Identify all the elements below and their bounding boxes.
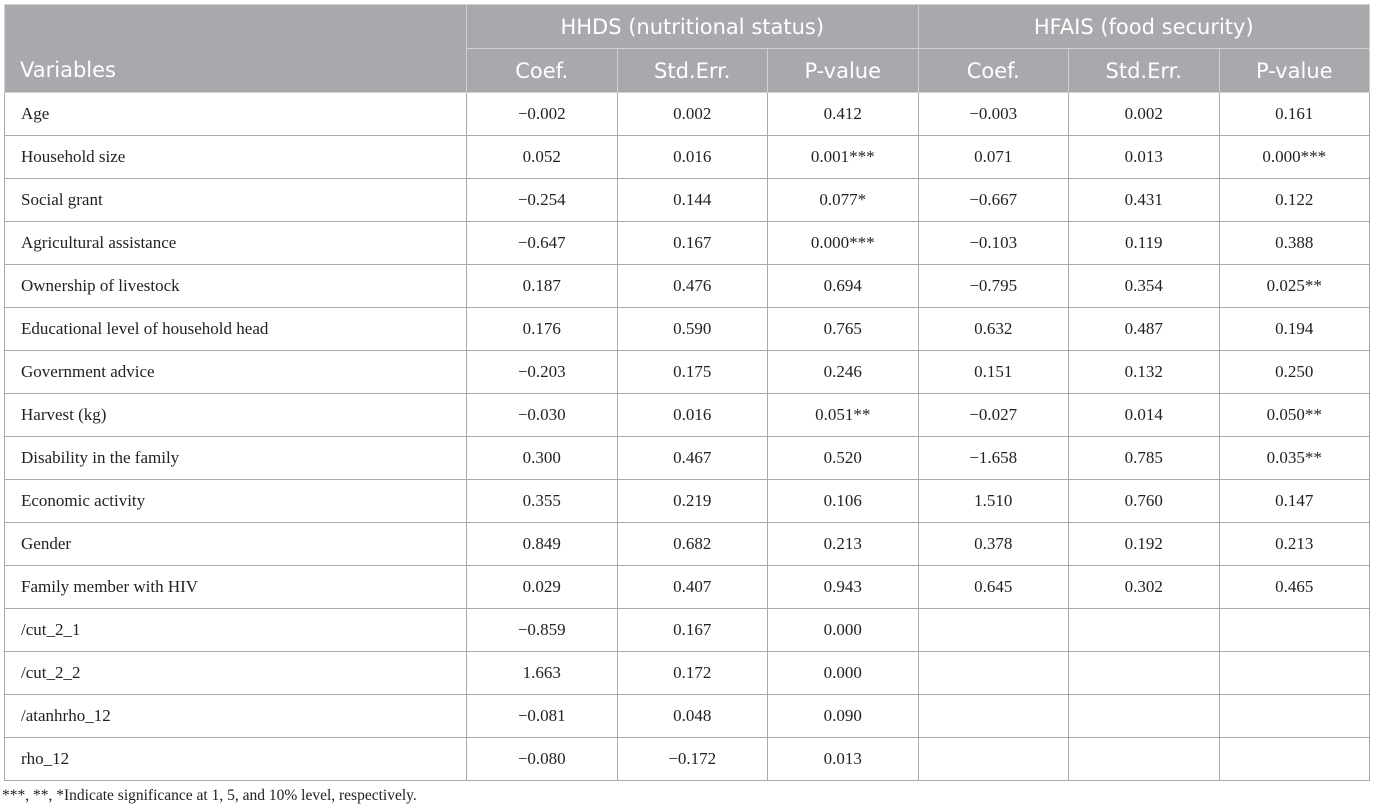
cell-variable: Agricultural assistance bbox=[5, 222, 467, 265]
cell-hfais-stderr bbox=[1069, 609, 1220, 652]
column-header-hhds-pvalue: P-value bbox=[768, 49, 919, 93]
results-table-container bbox=[4, 4, 1369, 781]
cell-hfais-coef bbox=[918, 652, 1069, 695]
cell-hfais-pvalue: 0.000*** bbox=[1219, 136, 1370, 179]
cell-hhds-stderr: 0.016 bbox=[617, 394, 768, 437]
cell-variable: /cut_2_1 bbox=[5, 609, 467, 652]
table-row bbox=[5, 394, 1370, 437]
cell-hhds-pvalue: 0.051** bbox=[768, 394, 919, 437]
table-row bbox=[5, 480, 1370, 523]
table-row bbox=[5, 93, 1370, 136]
cell-hfais-stderr: 0.431 bbox=[1069, 179, 1220, 222]
cell-hhds-stderr: 0.172 bbox=[617, 652, 768, 695]
cell-hhds-stderr: 0.219 bbox=[617, 480, 768, 523]
column-header-hhds-stderr: Std.Err. bbox=[617, 49, 768, 93]
cell-hhds-pvalue: 0.077* bbox=[768, 179, 919, 222]
cell-variable: Gender bbox=[5, 523, 467, 566]
cell-variable: rho_12 bbox=[5, 738, 467, 781]
cell-hfais-stderr: 0.354 bbox=[1069, 265, 1220, 308]
cell-hhds-pvalue: 0.765 bbox=[768, 308, 919, 351]
cell-hhds-stderr: 0.144 bbox=[617, 179, 768, 222]
cell-variable: Age bbox=[5, 93, 467, 136]
regression-results-table bbox=[4, 4, 1370, 781]
cell-variable: /atanhrho_12 bbox=[5, 695, 467, 738]
cell-variable: Educational level of household head bbox=[5, 308, 467, 351]
cell-hfais-coef: 0.071 bbox=[918, 136, 1069, 179]
cell-hfais-coef: −0.103 bbox=[918, 222, 1069, 265]
significance-footnote: ***, **, *Indicate significance at 1, 5, and 10% level, respectively. bbox=[2, 787, 417, 804]
cell-hfais-coef: 1.510 bbox=[918, 480, 1069, 523]
cell-hfais-stderr: 0.487 bbox=[1069, 308, 1220, 351]
cell-hhds-coef: −0.080 bbox=[467, 738, 618, 781]
cell-hfais-coef: 0.632 bbox=[918, 308, 1069, 351]
cell-hhds-stderr: 0.476 bbox=[617, 265, 768, 308]
cell-hfais-pvalue bbox=[1219, 738, 1370, 781]
table-row bbox=[5, 265, 1370, 308]
table-row bbox=[5, 308, 1370, 351]
cell-hhds-coef: 1.663 bbox=[467, 652, 618, 695]
cell-hhds-stderr: 0.590 bbox=[617, 308, 768, 351]
cell-hhds-pvalue: 0.412 bbox=[768, 93, 919, 136]
cell-hfais-pvalue: 0.194 bbox=[1219, 308, 1370, 351]
cell-hfais-stderr: 0.013 bbox=[1069, 136, 1220, 179]
table-row bbox=[5, 566, 1370, 609]
column-header-hfais-stderr: Std.Err. bbox=[1069, 49, 1220, 93]
cell-hhds-pvalue: 0.246 bbox=[768, 351, 919, 394]
cell-hfais-pvalue: 0.388 bbox=[1219, 222, 1370, 265]
cell-hfais-coef: −0.795 bbox=[918, 265, 1069, 308]
table-row bbox=[5, 695, 1370, 738]
cell-hfais-stderr: 0.014 bbox=[1069, 394, 1220, 437]
cell-hhds-coef: −0.647 bbox=[467, 222, 618, 265]
cell-hfais-pvalue: 0.147 bbox=[1219, 480, 1370, 523]
cell-hhds-stderr: 0.016 bbox=[617, 136, 768, 179]
cell-hhds-coef: 0.029 bbox=[467, 566, 618, 609]
table-row bbox=[5, 222, 1370, 265]
cell-variable: Ownership of livestock bbox=[5, 265, 467, 308]
cell-hfais-stderr: 0.192 bbox=[1069, 523, 1220, 566]
cell-hhds-coef: −0.203 bbox=[467, 351, 618, 394]
cell-hfais-pvalue: 0.465 bbox=[1219, 566, 1370, 609]
cell-hhds-stderr: 0.167 bbox=[617, 609, 768, 652]
cell-variable: Family member with HIV bbox=[5, 566, 467, 609]
column-header-hfais-pvalue: P-value bbox=[1219, 49, 1370, 93]
table-row bbox=[5, 523, 1370, 566]
cell-hhds-coef: −0.081 bbox=[467, 695, 618, 738]
cell-hhds-pvalue: 0.000*** bbox=[768, 222, 919, 265]
cell-variable: /cut_2_2 bbox=[5, 652, 467, 695]
cell-hhds-stderr: 0.467 bbox=[617, 437, 768, 480]
cell-hhds-stderr: 0.048 bbox=[617, 695, 768, 738]
cell-hhds-pvalue: 0.090 bbox=[768, 695, 919, 738]
cell-hfais-stderr: 0.785 bbox=[1069, 437, 1220, 480]
table-row bbox=[5, 609, 1370, 652]
cell-hhds-pvalue: 0.106 bbox=[768, 480, 919, 523]
cell-hhds-pvalue: 0.000 bbox=[768, 652, 919, 695]
cell-hfais-pvalue: 0.050** bbox=[1219, 394, 1370, 437]
cell-hfais-coef: 0.151 bbox=[918, 351, 1069, 394]
cell-hfais-pvalue: 0.250 bbox=[1219, 351, 1370, 394]
cell-hhds-pvalue: 0.001*** bbox=[768, 136, 919, 179]
cell-hfais-stderr: 0.760 bbox=[1069, 480, 1220, 523]
cell-hfais-pvalue: 0.035** bbox=[1219, 437, 1370, 480]
cell-hfais-coef bbox=[918, 609, 1069, 652]
cell-hhds-stderr: −0.172 bbox=[617, 738, 768, 781]
cell-hfais-coef: −0.027 bbox=[918, 394, 1069, 437]
table-row bbox=[5, 652, 1370, 695]
cell-hhds-stderr: 0.407 bbox=[617, 566, 768, 609]
cell-hfais-pvalue: 0.122 bbox=[1219, 179, 1370, 222]
table-body bbox=[5, 93, 1370, 781]
cell-hfais-stderr: 0.002 bbox=[1069, 93, 1220, 136]
column-header-hhds-coef: Coef. bbox=[467, 49, 618, 93]
cell-hfais-coef: −0.667 bbox=[918, 179, 1069, 222]
group-header-blank bbox=[5, 5, 467, 49]
cell-hfais-stderr bbox=[1069, 695, 1220, 738]
cell-variable: Disability in the family bbox=[5, 437, 467, 480]
cell-hhds-coef: 0.187 bbox=[467, 265, 618, 308]
table-header bbox=[5, 5, 1370, 93]
cell-hhds-coef: −0.030 bbox=[467, 394, 618, 437]
cell-hfais-pvalue bbox=[1219, 652, 1370, 695]
column-header-row bbox=[5, 49, 1370, 93]
cell-hhds-pvalue: 0.694 bbox=[768, 265, 919, 308]
cell-hfais-coef: 0.645 bbox=[918, 566, 1069, 609]
group-header-row bbox=[5, 5, 1370, 49]
cell-hhds-coef: −0.254 bbox=[467, 179, 618, 222]
cell-hhds-coef: 0.052 bbox=[467, 136, 618, 179]
cell-hfais-pvalue: 0.161 bbox=[1219, 93, 1370, 136]
table-row bbox=[5, 437, 1370, 480]
group-header-hhds: HHDS (nutritional status) bbox=[467, 5, 919, 49]
cell-hhds-coef: 0.849 bbox=[467, 523, 618, 566]
cell-variable: Harvest (kg) bbox=[5, 394, 467, 437]
group-header-hfais: HFAIS (food security) bbox=[918, 5, 1370, 49]
table-row bbox=[5, 136, 1370, 179]
cell-hfais-pvalue: 0.213 bbox=[1219, 523, 1370, 566]
cell-hhds-pvalue: 0.943 bbox=[768, 566, 919, 609]
cell-hfais-coef: 0.378 bbox=[918, 523, 1069, 566]
cell-hfais-stderr: 0.132 bbox=[1069, 351, 1220, 394]
cell-hfais-coef: −0.003 bbox=[918, 93, 1069, 136]
cell-hfais-stderr: 0.119 bbox=[1069, 222, 1220, 265]
cell-hhds-pvalue: 0.000 bbox=[768, 609, 919, 652]
cell-hhds-coef: −0.002 bbox=[467, 93, 618, 136]
cell-hhds-stderr: 0.002 bbox=[617, 93, 768, 136]
cell-hfais-coef bbox=[918, 695, 1069, 738]
cell-hhds-coef: −0.859 bbox=[467, 609, 618, 652]
cell-hhds-coef: 0.355 bbox=[467, 480, 618, 523]
cell-hfais-pvalue: 0.025** bbox=[1219, 265, 1370, 308]
cell-variable: Economic activity bbox=[5, 480, 467, 523]
cell-hhds-pvalue: 0.013 bbox=[768, 738, 919, 781]
cell-hhds-stderr: 0.167 bbox=[617, 222, 768, 265]
cell-hfais-stderr: 0.302 bbox=[1069, 566, 1220, 609]
cell-hhds-coef: 0.176 bbox=[467, 308, 618, 351]
cell-hfais-stderr bbox=[1069, 738, 1220, 781]
cell-variable: Household size bbox=[5, 136, 467, 179]
cell-hhds-pvalue: 0.213 bbox=[768, 523, 919, 566]
table-row bbox=[5, 179, 1370, 222]
cell-hfais-pvalue bbox=[1219, 609, 1370, 652]
cell-hfais-stderr bbox=[1069, 652, 1220, 695]
cell-hhds-stderr: 0.682 bbox=[617, 523, 768, 566]
column-header-variables: Variables bbox=[5, 49, 467, 93]
cell-variable: Government advice bbox=[5, 351, 467, 394]
cell-hfais-coef: −1.658 bbox=[918, 437, 1069, 480]
cell-hfais-pvalue bbox=[1219, 695, 1370, 738]
cell-variable: Social grant bbox=[5, 179, 467, 222]
column-header-hfais-coef: Coef. bbox=[918, 49, 1069, 93]
cell-hhds-pvalue: 0.520 bbox=[768, 437, 919, 480]
table-row bbox=[5, 351, 1370, 394]
cell-hfais-coef bbox=[918, 738, 1069, 781]
table-row bbox=[5, 738, 1370, 781]
cell-hhds-coef: 0.300 bbox=[467, 437, 618, 480]
cell-hhds-stderr: 0.175 bbox=[617, 351, 768, 394]
